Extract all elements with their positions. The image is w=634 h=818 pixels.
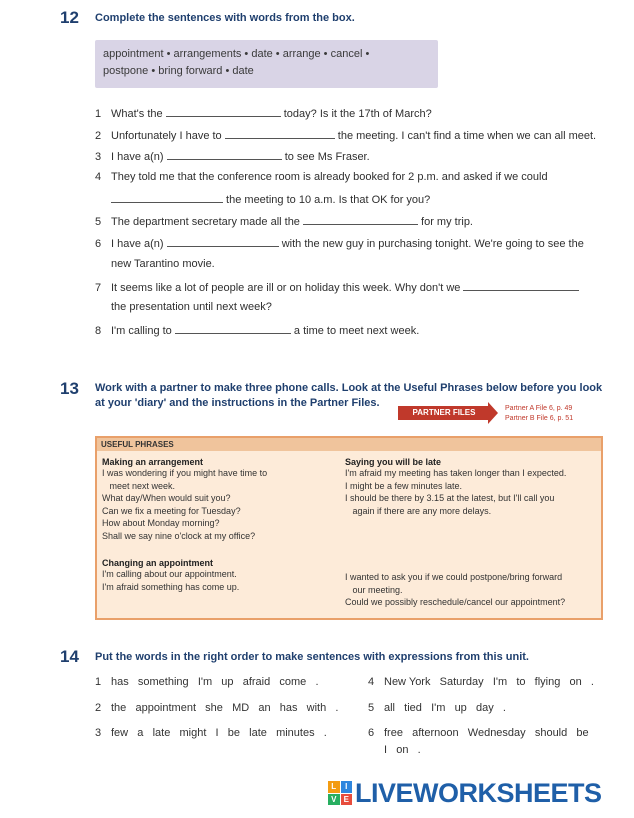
sentence-8: 8 I'm calling to a time to meet next week. — [95, 325, 420, 337]
making-arrangement-title: Making an arrangement — [102, 457, 204, 467]
sentence-4-cont: the meeting to 10 a.m. Is that OK for you? — [95, 192, 430, 206]
word-box-line-1: appointment • arrangements • date • arrange • cancel • — [103, 48, 370, 60]
exercise-12-instruction: Complete the sentences with words from the box. — [95, 12, 355, 24]
phrase-line: meet next week. — [102, 480, 176, 491]
liveworksheets-logo — [328, 778, 602, 808]
phrase-line: again if there are any more delays. — [345, 505, 492, 516]
phrase-line: Shall we say nine o'clock at my office? — [102, 530, 256, 541]
order-sentence-4[interactable]: 4 New York Saturday I'm to flying on . — [368, 676, 594, 688]
exercise-13-instruction-1: Work with a partner to make three phone calls. Look at the Useful Phrases below before you look — [95, 382, 603, 394]
useful-phrases-title: USEFUL PHRASES — [97, 438, 601, 451]
word-box — [95, 40, 438, 88]
exercise-12-number: 12 — [60, 8, 79, 27]
sentence-4: 4 They told me that the conference room is already booked for 2 p.m. and asked if we could — [95, 171, 548, 183]
saying-late-title: Saying you will be late — [345, 457, 442, 467]
sentence-6: 6 I have a(n) with the new guy in purchasing tonight. We're going to see the — [95, 238, 584, 250]
sentence-2: 2 Unfortunately I have to the meeting. I can't find a time when we can all meet. — [95, 130, 597, 142]
partner-files-banner: PARTNER FILES — [398, 406, 490, 420]
phrase-line: I wanted to ask you if we could postpone/bring forward — [345, 572, 563, 582]
exercise-14-instruction: Put the words in the right order to make sentences with expressions from this unit. — [95, 651, 529, 663]
order-sentence-6[interactable]: 6 free afternoon Wednesday should be — [368, 727, 589, 739]
blank-input-3[interactable] — [167, 149, 282, 160]
phrase-line: I should be there by 3.15 at the latest, but I'll call you — [345, 493, 555, 503]
sentence-7: 7 It seems like a lot of people are ill or on holiday this week. Why don't we — [95, 280, 579, 294]
phrase-line: I'm afraid my meeting has taken longer than I expected. — [345, 468, 567, 478]
blank-input-8[interactable] — [175, 323, 291, 334]
changing-appointment-title: Changing an appointment — [102, 558, 213, 568]
phrase-line: How about Monday morning? — [102, 518, 220, 528]
logo-letter: E — [341, 794, 353, 806]
sentence-5: 5 The department secretary made all the for my trip. — [95, 216, 473, 228]
blank-input-5[interactable] — [303, 214, 418, 225]
arrow-right-icon — [488, 402, 498, 424]
blank-input-7[interactable] — [463, 280, 579, 291]
blank-input-4[interactable] — [111, 192, 223, 203]
logo-letter: L — [328, 781, 340, 793]
order-sentence-2[interactable]: 2 the appointment she MD an has with . — [95, 702, 339, 714]
logo-letter: I — [341, 781, 353, 793]
postpone-section — [345, 571, 565, 609]
partner-a-ref: Partner A File 6, p. 49 — [505, 405, 573, 412]
blank-input-1[interactable] — [166, 106, 281, 117]
blank-input-2[interactable] — [225, 128, 335, 139]
order-sentence-6-cont[interactable]: I on . — [384, 744, 421, 756]
order-sentence-5[interactable]: 5 all tied I'm up day . — [368, 702, 506, 714]
phrase-line: What day/When would suit you? — [102, 493, 231, 503]
order-sentence-3[interactable]: 3 few a late might I be late minutes . — [95, 727, 327, 739]
exercise-14-number: 14 — [60, 647, 79, 666]
sentence-3: 3 I have a(n) to see Ms Fraser. — [95, 151, 370, 163]
sentence-1: 1 What's the today? Is it the 17th of March? — [95, 108, 432, 120]
making-arrangement-section — [102, 457, 267, 542]
phrase-line: Can we fix a meeting for Tuesday? — [102, 505, 241, 516]
blank-input-6[interactable] — [167, 236, 279, 247]
phrase-line: Could we possibly reschedule/cancel our appointment? — [345, 597, 566, 607]
logo-mark-icon — [328, 781, 352, 805]
phrase-line: I'm calling about our appointment. — [102, 569, 237, 579]
saying-late-section — [345, 457, 566, 517]
exercise-13-instruction-2: at your 'diary' and the instructions in the Partner Files. — [95, 397, 380, 409]
order-sentence-1[interactable]: 1 has something I'm up afraid come . — [95, 676, 319, 688]
logo-letter: V — [328, 794, 340, 806]
exercise-13-number: 13 — [60, 379, 79, 398]
sentence-6-cont: new Tarantino movie. — [111, 258, 215, 270]
phrase-line: our meeting. — [345, 584, 403, 595]
sentence-7-cont: the presentation until next week? — [111, 301, 272, 313]
phrase-line: I'm afraid something has come up. — [102, 581, 240, 592]
changing-appointment-section — [102, 558, 239, 593]
phrase-line: I was wondering if you might have time to — [102, 468, 268, 478]
logo-text: LIVEWORKSHEETS — [355, 777, 602, 808]
partner-file-references — [505, 404, 573, 424]
phrase-line: I might be a few minutes late. — [345, 480, 463, 491]
partner-b-ref: Partner B File 6, p. 51 — [505, 415, 574, 422]
word-box-line-2: postpone • bring forward • date — [103, 65, 254, 77]
